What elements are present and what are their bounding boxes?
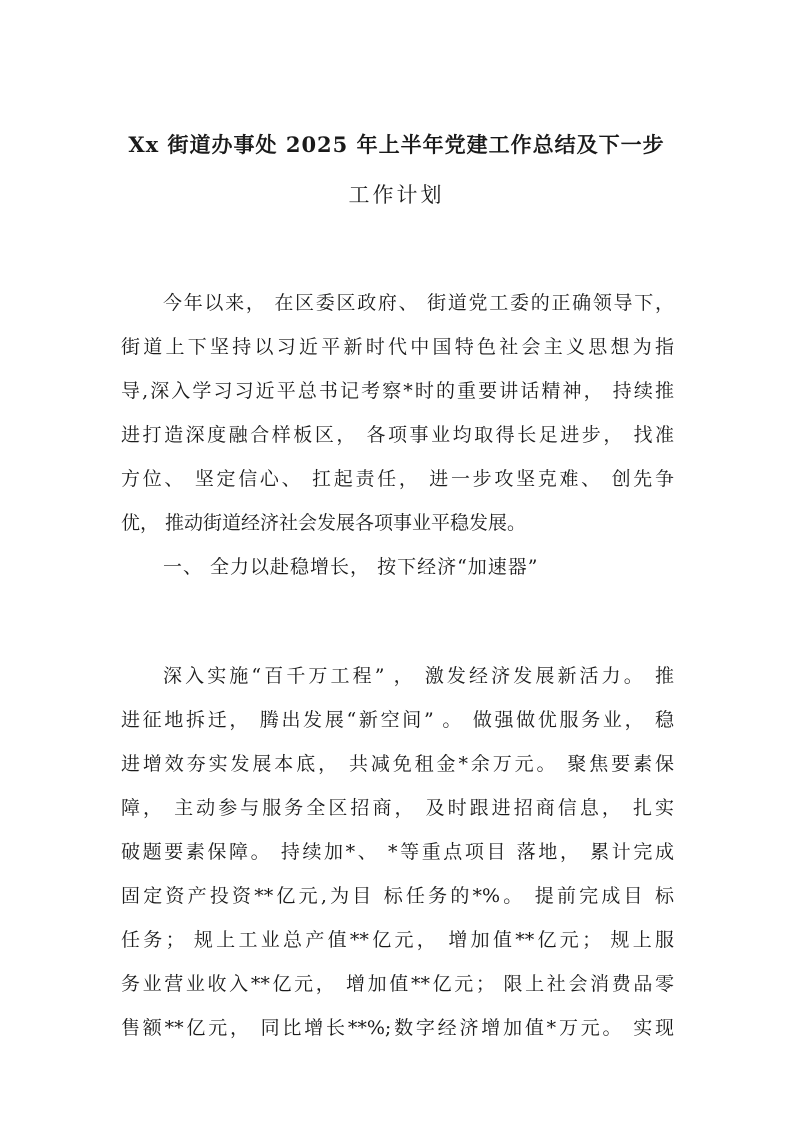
document-title-line-1: Xx 街道办事处 2025 年上半年党建工作总结及下一步 bbox=[128, 132, 665, 157]
section-heading: 一、 全力以赴稳增长， 按下经济“加速器” bbox=[163, 556, 539, 578]
paragraph-line: 街道上下坚持以习近平新时代中国特色社会主义思想为指 bbox=[121, 336, 674, 358]
paragraph-line: 导,深入学习习近平总书记考察*时的重要讲话精神， 持续推 bbox=[121, 380, 674, 402]
paragraph-line: 售额**亿元， 同比增长**%;数字经济增加值*万元。 实现 bbox=[121, 1017, 674, 1039]
paragraph-line: 今年以来， 在区委区政府、 街道党工委的正确领导下， bbox=[163, 292, 674, 314]
paragraph-line: 进征地拆迁， 腾出发展“新空间” 。 做强做优服务业， 稳 bbox=[121, 709, 674, 731]
paragraph-line: 务业营业收入**亿元， 增加值**亿元； 限上社会消费品零 bbox=[121, 973, 674, 995]
document-title-line-2: 工作计划 bbox=[348, 183, 445, 207]
paragraph-line: 优， 推动街道经济社会发展各项事业平稳发展。 bbox=[121, 512, 527, 534]
paragraph-line: 破题要素保障。 持续加*、 *等重点项目 落地， 累计完成 bbox=[121, 841, 674, 863]
paragraph-line: 方位、 坚定信心、 扛起责任， 进一步攻坚克难、 创先争 bbox=[121, 468, 674, 490]
paragraph-line: 进增效夯实发展本底， 共减免租金*余万元。 聚焦要素保 bbox=[121, 753, 674, 775]
paragraph-line: 障， 主动参与服务全区招商， 及时跟进招商信息， 扎实 bbox=[121, 797, 674, 819]
paragraph-line: 任务； 规上工业总产值**亿元， 增加值**亿元； 规上服 bbox=[121, 929, 674, 951]
paragraph-line: 固定资产投资**亿元,为目 标任务的*%。 提前完成目 标 bbox=[121, 885, 674, 907]
paragraph-line: 深入实施“百千万工程” ， 激发经济发展新活力。 推 bbox=[163, 665, 674, 687]
paragraph-line: 进打造深度融合样板区， 各项事业均取得长足进步， 找准 bbox=[121, 424, 674, 446]
